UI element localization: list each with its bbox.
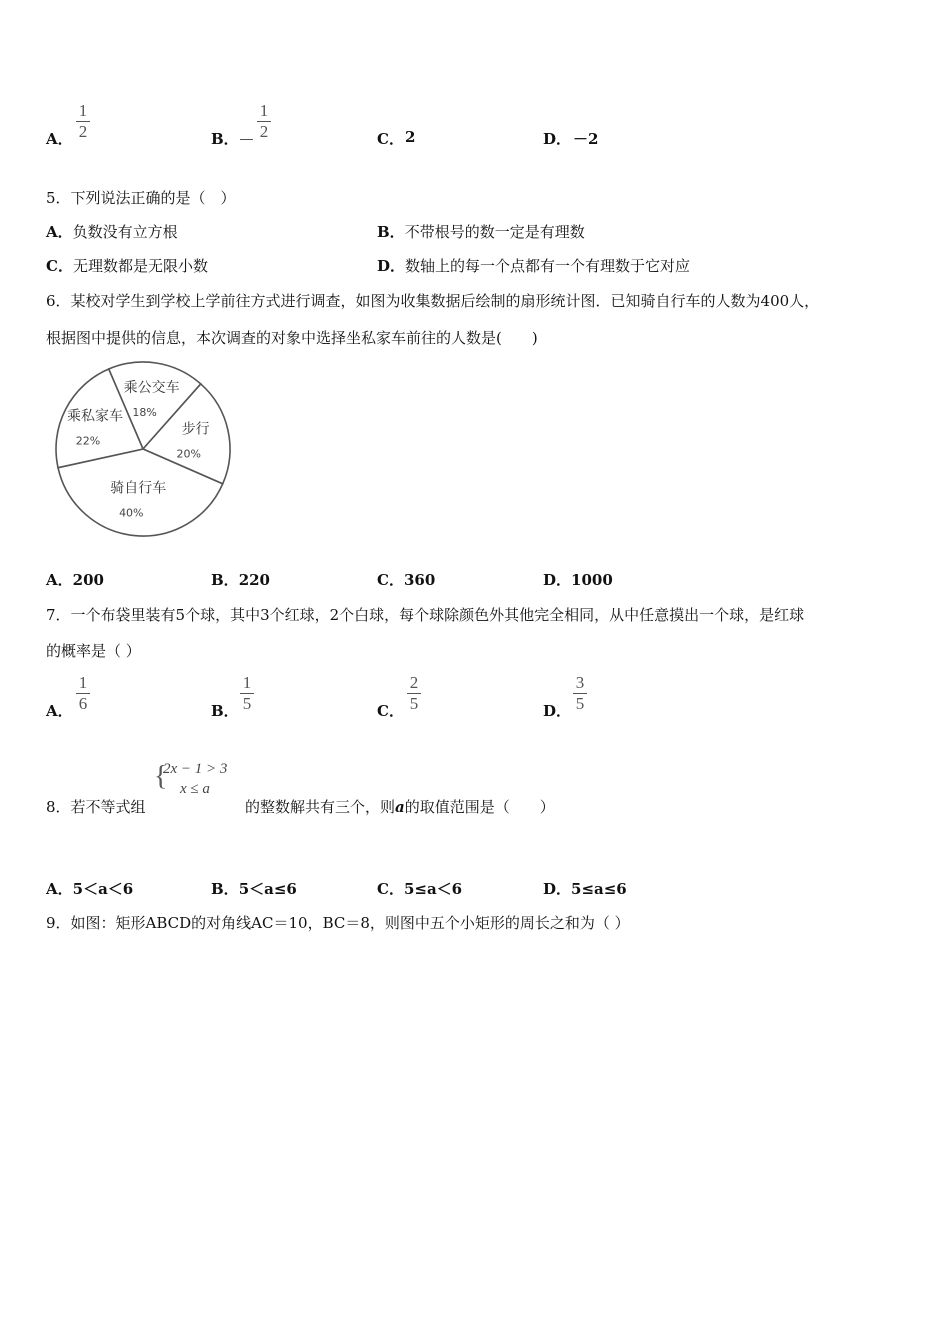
fraction-numerator: 1 [78, 673, 88, 692]
option-text: 无理数都是无限小数 [72, 257, 208, 275]
fraction-denominator: 5 [242, 694, 252, 713]
fraction-denominator: 5 [575, 694, 585, 713]
q5-option-d [377, 255, 690, 276]
q8-option-c [377, 878, 462, 899]
fraction-denominator: 5 [409, 694, 419, 713]
variable-a: a [395, 798, 405, 816]
option-text: 5≤a≤6 [571, 880, 627, 898]
q4-option-c-letter: C． [377, 130, 404, 148]
q8-inequality-system: { 2x − 1 > 3 x ≤ a [154, 761, 228, 797]
option-letter: C． [377, 880, 404, 898]
option-text: 200 [72, 571, 104, 589]
stem-after: 的整数解共有三个，则 [245, 798, 396, 816]
option-text: 5≤a＜6 [403, 880, 463, 898]
q7-option-c-fraction [407, 674, 421, 713]
q4-option-a-letter: A． [46, 130, 73, 148]
q7-stem-line2: 的概率是（ ） [46, 642, 141, 660]
pie-slice-percent: 22% [75, 434, 101, 448]
pie-slice-label: 乘私家车 [67, 408, 123, 425]
option-text: 负数没有立方根 [72, 223, 178, 241]
q8-stem-suffix [245, 796, 555, 817]
pie-slice-label: 步行 [181, 421, 210, 438]
q7-option-a-fraction [76, 674, 90, 713]
option-letter: B． [377, 223, 405, 241]
fraction-denominator: 2 [78, 122, 88, 141]
q8-option-d [543, 878, 627, 899]
q4-option-b-minus: － [238, 131, 255, 151]
option-text: 360 [403, 571, 436, 589]
fraction-denominator: 6 [78, 694, 88, 713]
pie-slice-percent: 18% [132, 405, 157, 419]
option-letter: A． [46, 223, 73, 241]
q4-option-b-letter: B． [211, 130, 239, 148]
option-letter: A． [46, 880, 73, 898]
q6-option-a [46, 569, 104, 590]
q7-option-d-letter: D． [543, 702, 572, 720]
option-letter: D． [543, 880, 572, 898]
q6-stem-line1: 6．某校对学生到学校上学前往方式进行调查，如图为收集数据后绘制的扇形统计图．已知骑自行车的人数为400人， [46, 292, 820, 310]
pie-slice-label: 乘公交车 [123, 379, 180, 396]
option-text: 5＜a≤6 [238, 880, 297, 898]
fraction-numerator: 1 [78, 101, 88, 120]
q4-option-d-letter: D． [543, 130, 572, 148]
q6-option-b [211, 569, 270, 590]
q8-option-b [211, 878, 297, 899]
q6-option-c [377, 569, 435, 590]
fraction-numerator: 1 [242, 673, 252, 692]
option-letter: D． [377, 257, 406, 275]
q4-option-b-fraction [257, 102, 271, 141]
q7-stem-line1: 7．一个布袋里装有5个球，其中3个红球，2个白球，每个球除颜色外其他完全相同，从中任意摸出一个球，是红球 [46, 606, 805, 624]
q5-stem: 5．下列说法正确的是（ ） [46, 189, 236, 207]
fraction-numerator: 1 [259, 101, 269, 120]
option-letter: B． [211, 880, 239, 898]
q7-option-b-fraction [240, 674, 254, 713]
q9-stem: 9．如图：矩形ABCD的对角线AC＝10，BC＝8，则图中五个小矩形的周长之和为（ ） [46, 914, 630, 932]
pie-slice-percent: 40% [119, 506, 144, 520]
fraction-denominator: 2 [259, 122, 269, 141]
fraction-numerator: 2 [409, 673, 419, 692]
q7-option-d-fraction [573, 674, 587, 713]
system-line-2: x ≤ a [180, 781, 210, 797]
q4-option-c-text: 2 [405, 128, 416, 146]
pie-slice-percent: 20% [176, 447, 201, 461]
stem-end: 的取值范围是（ ） [404, 798, 555, 816]
q4-option-d-text: －2 [573, 130, 599, 148]
system-line-1: 2x − 1 > 3 [163, 761, 228, 777]
fraction-numerator: 3 [575, 673, 585, 692]
q6-option-d [543, 569, 613, 590]
option-text: 不带根号的数一定是有理数 [404, 223, 585, 241]
option-text: 1000 [571, 571, 613, 589]
option-text: 数轴上的每一个点都有一个有理数于它对应 [405, 257, 691, 275]
option-text: 220 [238, 571, 270, 589]
option-text: 5＜a＜6 [72, 880, 134, 898]
q5-option-a [46, 221, 178, 242]
q5-option-c [46, 255, 208, 276]
option-letter: C． [377, 571, 404, 589]
q4-option-a-fraction [76, 102, 90, 141]
q8-stem-prefix: 8．若不等式组 [46, 798, 146, 816]
option-letter: B． [211, 571, 239, 589]
option-letter: C． [46, 257, 73, 275]
q5-option-b [377, 221, 585, 242]
pie-slice-label: 骑自行车 [110, 480, 167, 497]
q7-option-b-letter: B． [211, 702, 239, 720]
q6-stem-line2: 根据图中提供的信息，本次调查的对象中选择坐私家车前往的人数是( ) [46, 329, 538, 347]
option-letter: D． [543, 571, 572, 589]
option-letter: A． [46, 571, 73, 589]
q7-option-a-letter: A． [46, 702, 73, 720]
q7-option-c-letter: C． [377, 702, 404, 720]
q8-option-a [46, 878, 133, 899]
pie-chart [48, 360, 238, 542]
